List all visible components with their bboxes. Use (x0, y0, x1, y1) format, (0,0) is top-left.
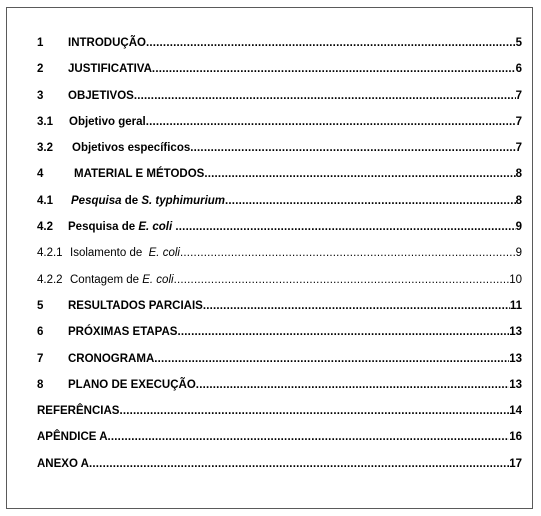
toc-entry-number: 3.1 (37, 115, 53, 128)
toc-leader-dots (119, 403, 509, 419)
toc-entry-title: APÊNDICE A (37, 431, 108, 444)
toc-entry-number: 1 (37, 37, 44, 49)
toc-leader-dots (146, 35, 516, 51)
toc-entry-isolamento-e-coli[interactable] (37, 245, 522, 271)
toc-entry-page: 13 (509, 352, 522, 365)
toc-entry-title: Pesquisa de S. typhimurium (71, 194, 226, 207)
toc-entry-pesquisa-e-coli[interactable] (37, 219, 522, 245)
toc-entry-page: 8 (515, 194, 522, 207)
toc-entry-proximas-etapas[interactable] (37, 324, 522, 350)
toc-entry-number: 7 (37, 352, 44, 365)
toc-entry-page: 5 (515, 37, 522, 49)
toc-entry-page: 7 (515, 89, 522, 102)
toc-entry-page: 13 (509, 378, 522, 391)
toc-leader-dots (152, 61, 516, 77)
toc-entry-objetivos-especificos[interactable] (37, 140, 522, 166)
toc-leader-dots (225, 193, 516, 209)
toc-leader-dots (204, 166, 515, 182)
toc-entry-page: 8 (515, 168, 522, 181)
toc-leader-dots (146, 114, 516, 130)
toc-entry-title: CRONOGRAMA (68, 352, 155, 365)
toc-entry-referencias[interactable] (37, 403, 522, 429)
toc-entry-page: 17 (509, 457, 522, 470)
toc-entry-cronograma[interactable] (37, 351, 522, 377)
toc-leader-dots (180, 245, 516, 261)
toc-entry-title: Pesquisa de E. coli (68, 221, 173, 234)
toc-entry-title: RESULTADOS PARCIAIS (68, 299, 203, 312)
toc-leader-dots (177, 324, 509, 340)
toc-entry-anexo-a[interactable] (37, 456, 522, 482)
toc-leader-dots (89, 456, 509, 472)
toc-entry-page: 14 (509, 405, 522, 418)
toc-entry-introducao[interactable] (37, 35, 522, 61)
toc-entry-number: 3.2 (37, 142, 53, 155)
toc-entry-page: 9 (515, 221, 522, 234)
toc-leader-dots (190, 140, 515, 156)
toc-entry-plano-de-execucao[interactable] (37, 377, 522, 403)
toc-leader-dots (203, 298, 510, 314)
toc-entry-title: Objetivos específicos (72, 142, 191, 155)
toc-entry-number: 3 (37, 89, 44, 102)
toc-entry-number: 4.2.1 (37, 247, 63, 260)
toc-leader-dots (175, 219, 515, 235)
toc-entry-number: 4.1 (37, 194, 53, 207)
toc-entry-number: 5 (37, 299, 44, 312)
toc-entry-title: PLANO DE EXECUÇÃO (68, 378, 196, 391)
toc-entry-objetivos[interactable] (37, 88, 522, 114)
toc-entry-page: 11 (509, 299, 522, 312)
toc-entry-title: PRÓXIMAS ETAPAS (68, 326, 178, 339)
toc-entry-page: 13 (509, 326, 522, 339)
toc-entry-resultados-parciais[interactable] (37, 298, 522, 324)
toc-entry-number: 8 (37, 378, 44, 391)
toc-leader-dots (154, 351, 509, 367)
toc-entry-title: Contagem de E. coli (70, 273, 174, 286)
toc-entry-title: MATERIAL E MÉTODOS (74, 168, 205, 181)
toc-entry-title: JUSTIFICATIVA (68, 63, 152, 76)
toc-leader-dots (134, 88, 516, 104)
toc-entry-justificativa[interactable] (37, 61, 522, 87)
toc-entry-number: 4.2 (37, 221, 53, 234)
toc-entry-pesquisa-s-typhimurium[interactable] (37, 193, 522, 219)
toc-entry-page: 10 (509, 273, 522, 286)
toc-entry-title: Isolamento de E. coli (70, 247, 180, 260)
toc-entry-number: 4.2.2 (37, 273, 63, 286)
toc-entry-title: ANEXO A (37, 457, 89, 470)
toc-entry-number: 6 (37, 326, 44, 339)
toc-entry-page: 7 (515, 142, 522, 155)
toc-entry-title: REFERÊNCIAS (37, 405, 120, 418)
toc-entry-page: 7 (515, 115, 522, 128)
toc-entry-material-e-metodos[interactable] (37, 166, 522, 192)
toc-entry-page: 16 (509, 431, 522, 444)
table-of-contents (37, 35, 522, 482)
toc-leader-dots (196, 377, 509, 393)
toc-entry-title: INTRODUÇÃO (68, 37, 146, 49)
toc-leader-dots (174, 272, 510, 288)
toc-entry-objetivo-geral[interactable] (37, 114, 522, 140)
toc-entry-number: 4 (37, 168, 44, 181)
toc-entry-number: 2 (37, 63, 44, 76)
toc-entry-contagem-e-coli[interactable] (37, 272, 522, 298)
toc-entry-title: OBJETIVOS (68, 89, 134, 102)
document-page (6, 7, 533, 509)
toc-entry-page: 9 (515, 247, 522, 260)
toc-entry-title: Objetivo geral (69, 115, 146, 128)
toc-leader-dots (108, 429, 510, 445)
toc-entry-apendice-a[interactable] (37, 429, 522, 455)
toc-entry-page: 6 (515, 63, 522, 76)
